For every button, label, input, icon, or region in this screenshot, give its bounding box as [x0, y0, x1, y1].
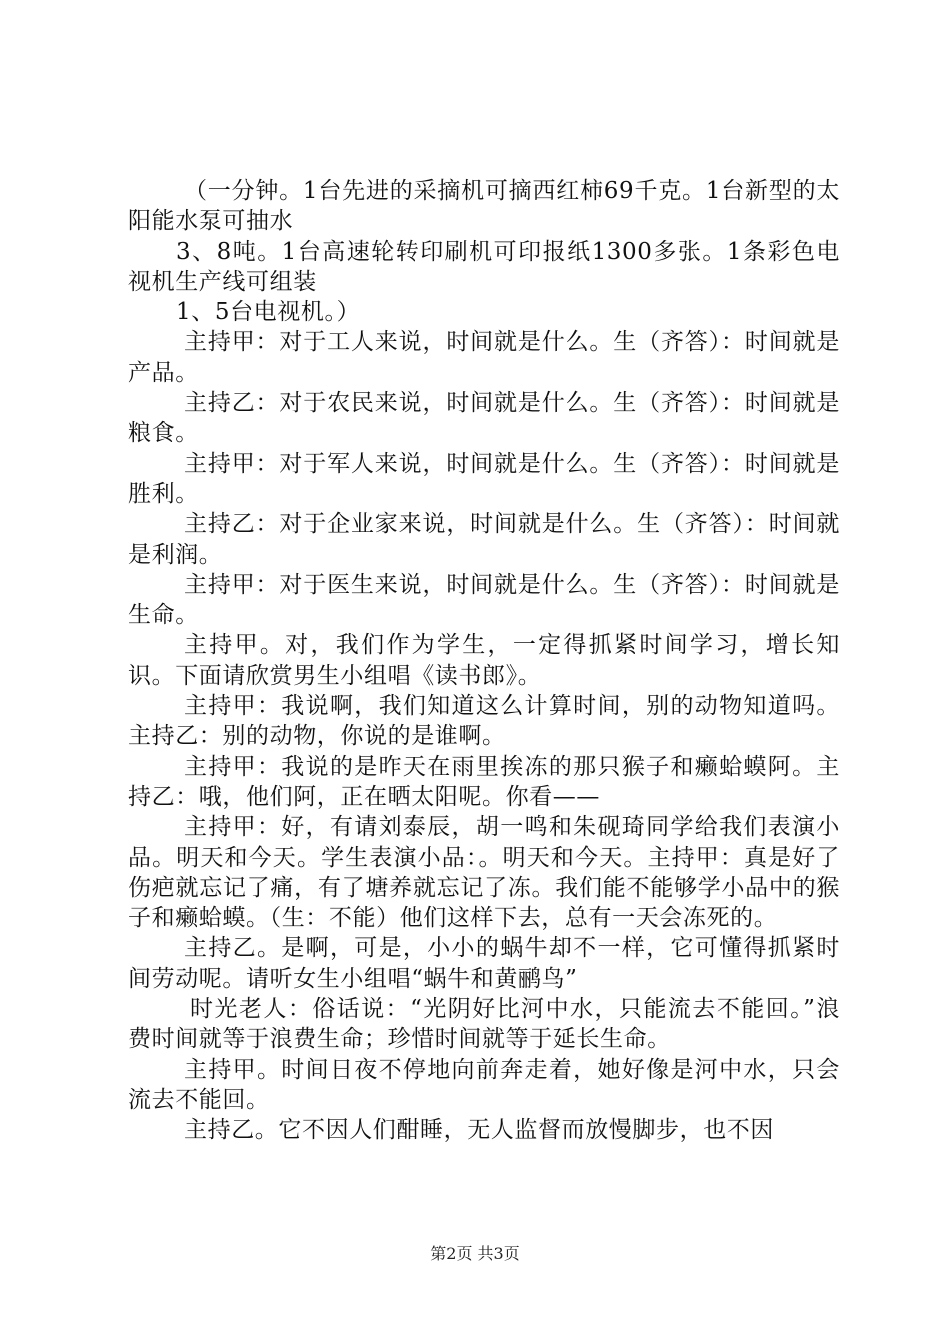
paragraph-12: 主持甲：好，有请刘泰辰，胡一鸣和朱砚琦同学给我们表演小品。明天和今天。学生表演小品：。明天和今天。主持甲：真是好了伤疤就忘记了痛，有了塘养就忘记了冻。我们能不能够学小品中的猴子和癞蛤蟆。（生：不能）他们这样下去，总有一天会冻死的。 [128, 814, 840, 932]
paragraph-1: （一分钟。1台先进的采摘机可摘西红柿69千克。1台新型的太阳能水泵可抽水 [128, 178, 840, 235]
paragraph-3: 1、5台电视机。） [176, 299, 361, 326]
paragraph-11: 主持甲：我说的是昨天在雨里挨冻的那只猴子和癞蛤蟆阿。主持乙：哦，他们阿，正在晒太阳呢。你看—— [128, 753, 840, 810]
paragraph-5: 主持乙：对于农民来说，时间就是什么。生（齐答）：时间就是粮食。 [128, 390, 840, 447]
paragraph-16: 主持乙。它不因人们酣睡，无人监督而放慢脚步，也不因 [184, 1117, 774, 1144]
paragraph-14: 时光老人：俗话说：“光阴好比河中水，只能流去不能回。”浪费时间就等于浪费生命；珍惜时间就等于延长生命。 [128, 996, 840, 1053]
paragraph-10: 主持甲：我说啊，我们知道这么计算时间，别的动物知道吗。主持乙：别的动物，你说的是谁啊。 [128, 693, 840, 750]
paragraph-13: 主持乙。是啊，可是，小小的蜗牛却不一样，它可懂得抓紧时间劳动呢。请听女生小组唱“蜗牛和黄鹂鸟” [128, 935, 840, 992]
paragraph-6: 主持甲：对于军人来说，时间就是什么。生（齐答）：时间就是胜利。 [128, 450, 840, 507]
paragraph-9: 主持甲。对，我们作为学生，一定得抓紧时间学习，增长知识。下面请欣赏男生小组唱《读书郎》。 [128, 632, 840, 689]
paragraph-2: 3、8吨。1台高速轮转印刷机可印报纸1300多张。1条彩色电视机生产线可组装 [128, 238, 840, 295]
paragraph-7: 主持乙：对于企业家来说，时间就是什么。生（齐答）：时间就是利润。 [128, 511, 840, 568]
paragraph-4: 主持甲：对于工人来说，时间就是什么。生（齐答）：时间就是产品。 [128, 329, 840, 386]
paragraph-15: 主持甲。时间日夜不停地向前奔走着，她好像是河中水，只会流去不能回。 [128, 1056, 840, 1113]
document-body [128, 176, 840, 1146]
page-number-footer: 第2页 共3页 [430, 1244, 520, 1263]
paragraph-8: 主持甲：对于医生来说，时间就是什么。生（齐答）：时间就是生命。 [128, 571, 840, 629]
